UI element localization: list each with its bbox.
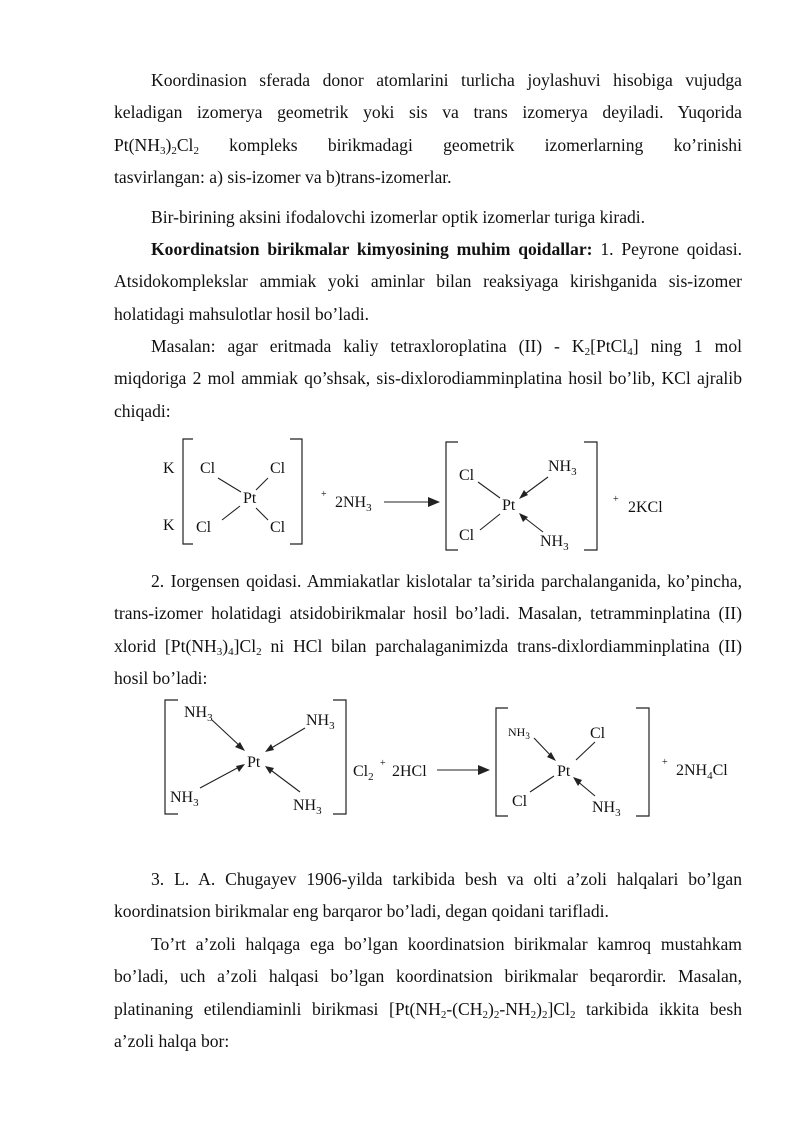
p1-line4: tasvirlangan: a) sis-izomer va b)trans-izomerlar. xyxy=(114,166,452,187)
bracket-left-4 xyxy=(496,708,508,816)
coord-bond-5 xyxy=(200,766,241,788)
pt-trans: Pt xyxy=(557,763,571,780)
paragraph-rules: Koordinatsion birikmalar kimyosining muhim qoidallar: 1. Peyrone qoidasi. Atsidokomplekslar ammiak yoki aminlar bilan reaksiyaga kirishganida sis-izomer holatidagi mahsulotlar hosil bo’ladi. xyxy=(114,239,743,324)
counter-ion-cl2: $Cl_2$ xyxy=(353,763,374,783)
coord-arrow-6 xyxy=(265,766,274,774)
bond-3 xyxy=(222,506,240,520)
arrow-head-1 xyxy=(428,497,440,507)
paragraph-example-1: Masalan: agar eritmada kaliy tetraxloroplatina $(II) - K_2[PtCl_4]$ ning 1 mol miqdoriga 2 mol ammiak qo’shsak, sis-dixlorodiamminplatina hosil bo’lib, KCl ajralib chiqadi: xyxy=(114,336,743,421)
bracket-right xyxy=(290,439,302,544)
bond-6 xyxy=(480,514,500,530)
product-nh4cl: $2NH_4Cl$ xyxy=(676,762,728,782)
rules-heading: Koordinatsion birikmalar kimyosining muhim qoidallar: xyxy=(151,239,593,259)
nh3-top-right: $NH_3$ xyxy=(306,712,335,732)
reaction-scheme-1-svg xyxy=(0,420,800,560)
bracket-left-2 xyxy=(446,442,458,550)
paragraph-ring-stability: To’rt a’zoli halqaga ega bo’lgan koordinatsion birikmalar kamroq mustahkam bo’ladi, uch a’zoli halqasi bo’lgan koordinatsion birikmalar beqarordir. Masalan, platinaning etilendiaminli birikmasi $[Pt(NH_2-(CH_2)_2-NH_2)_2]Cl_2$ tarkibida ikkita besh a’zoli halqa bor: xyxy=(114,934,742,1051)
arrow-head-2 xyxy=(478,765,490,775)
cl-cis-bottom: Cl xyxy=(459,527,475,544)
nh3-bottom: $NH_3$ xyxy=(540,533,569,553)
coord-arrow-1 xyxy=(519,490,528,499)
bond-8 xyxy=(530,776,554,792)
bracket-right-2 xyxy=(584,442,597,550)
nh3-top: $NH_3$ xyxy=(548,458,577,478)
p1-line1: Koordinasion sferada donor atomlarini turlicha joylashuvi hisobiga vujudga xyxy=(151,70,742,90)
k-top-label: K xyxy=(163,460,175,477)
plus-3: + xyxy=(380,758,386,769)
pt-tetrammine: Pt xyxy=(247,754,261,771)
reaction-scheme-2-svg xyxy=(0,692,800,827)
paragraph-optical-isomers: Bir-birining aksini ifodalovchi izomerlar optik izomerlar turiga kiradi. xyxy=(151,207,646,227)
paragraph-chugayev: 3. L. A. Chugayev 1906-yilda tarkibida besh va olti a’zoli halqalari bo’lgan koordinatsion birikmalar eng barqaror bo’ladi, degan qoidani tarifladi. xyxy=(114,869,742,922)
plus-4: + xyxy=(662,757,668,768)
coord-arrow-4 xyxy=(265,744,274,752)
bond-4 xyxy=(256,508,268,520)
nh3-trans-bottom: $NH_3$ xyxy=(592,799,621,819)
p1-line3: $Pt(NH_3)_2Cl_2$ kompleks birikmadagi geometrik izomerlarning ko’rinishi xyxy=(114,134,742,157)
coord-bond-4 xyxy=(268,728,305,750)
nh3-trans-top: $NH_3$ xyxy=(508,725,530,741)
reaction-scheme-peyrone xyxy=(0,420,800,560)
cl-trans-top: Cl xyxy=(590,725,606,742)
bracket-right-4 xyxy=(636,708,649,816)
plus-1: + xyxy=(321,489,327,500)
nh3-top-left: $NH_3$ xyxy=(184,704,213,724)
cl-top-left: Cl xyxy=(200,460,216,477)
cl-cis-top: Cl xyxy=(459,467,475,484)
pt-product: Pt xyxy=(502,497,516,514)
coord-bond-6 xyxy=(268,768,300,792)
bracket-left xyxy=(183,439,193,544)
product-kcl: 2KCl xyxy=(628,499,663,516)
cl-top-right: Cl xyxy=(270,460,286,477)
nh3-bottom-right: $NH_3$ xyxy=(293,797,322,817)
k-bottom-label: K xyxy=(163,517,175,534)
pt-center: Pt xyxy=(243,490,257,507)
coord-arrow-2 xyxy=(519,513,528,522)
paragraph-iorgensen: 2. Iorgensen qoidasi. Ammiakatlar kislotalar ta’sirida parchalanganida, ko’pincha, trans-izomer holatidagi atsidobirikmalar hosil bo’ladi. Masalan, tetramminplatina (II) xlorid $[Pt(NH_3)_4]Cl_2$ ni HCl bilan parchalaganimizda trans-dixlordiamminplatina (II) hosil bo’ladi: xyxy=(114,571,742,688)
reagent-hcl: 2HCl xyxy=(392,763,427,780)
nh3-bottom-left: $NH_3$ xyxy=(170,789,199,809)
coord-arrow-5 xyxy=(236,764,245,772)
cl-trans-bottom: Cl xyxy=(512,793,528,810)
bond-7 xyxy=(576,742,595,760)
coord-arrow-8 xyxy=(573,777,582,786)
cl-bottom-right: Cl xyxy=(270,519,286,536)
coord-bond-3 xyxy=(212,720,242,748)
p1-line2: keladigan izomerya geometrik yoki sis va trans izomerya deyiladi. Yuqorida xyxy=(114,102,742,123)
plus-2: + xyxy=(613,494,619,505)
reaction-scheme-iorgensen xyxy=(0,692,800,827)
bracket-right-3 xyxy=(333,700,346,814)
cl-bottom-left: Cl xyxy=(196,519,212,536)
bond-5 xyxy=(478,482,500,498)
paragraph-geometric-isomerism xyxy=(114,64,742,193)
bond-2 xyxy=(256,478,268,490)
reagent-nh3: $2NH_3$ xyxy=(335,494,372,514)
bond-1 xyxy=(218,478,241,492)
